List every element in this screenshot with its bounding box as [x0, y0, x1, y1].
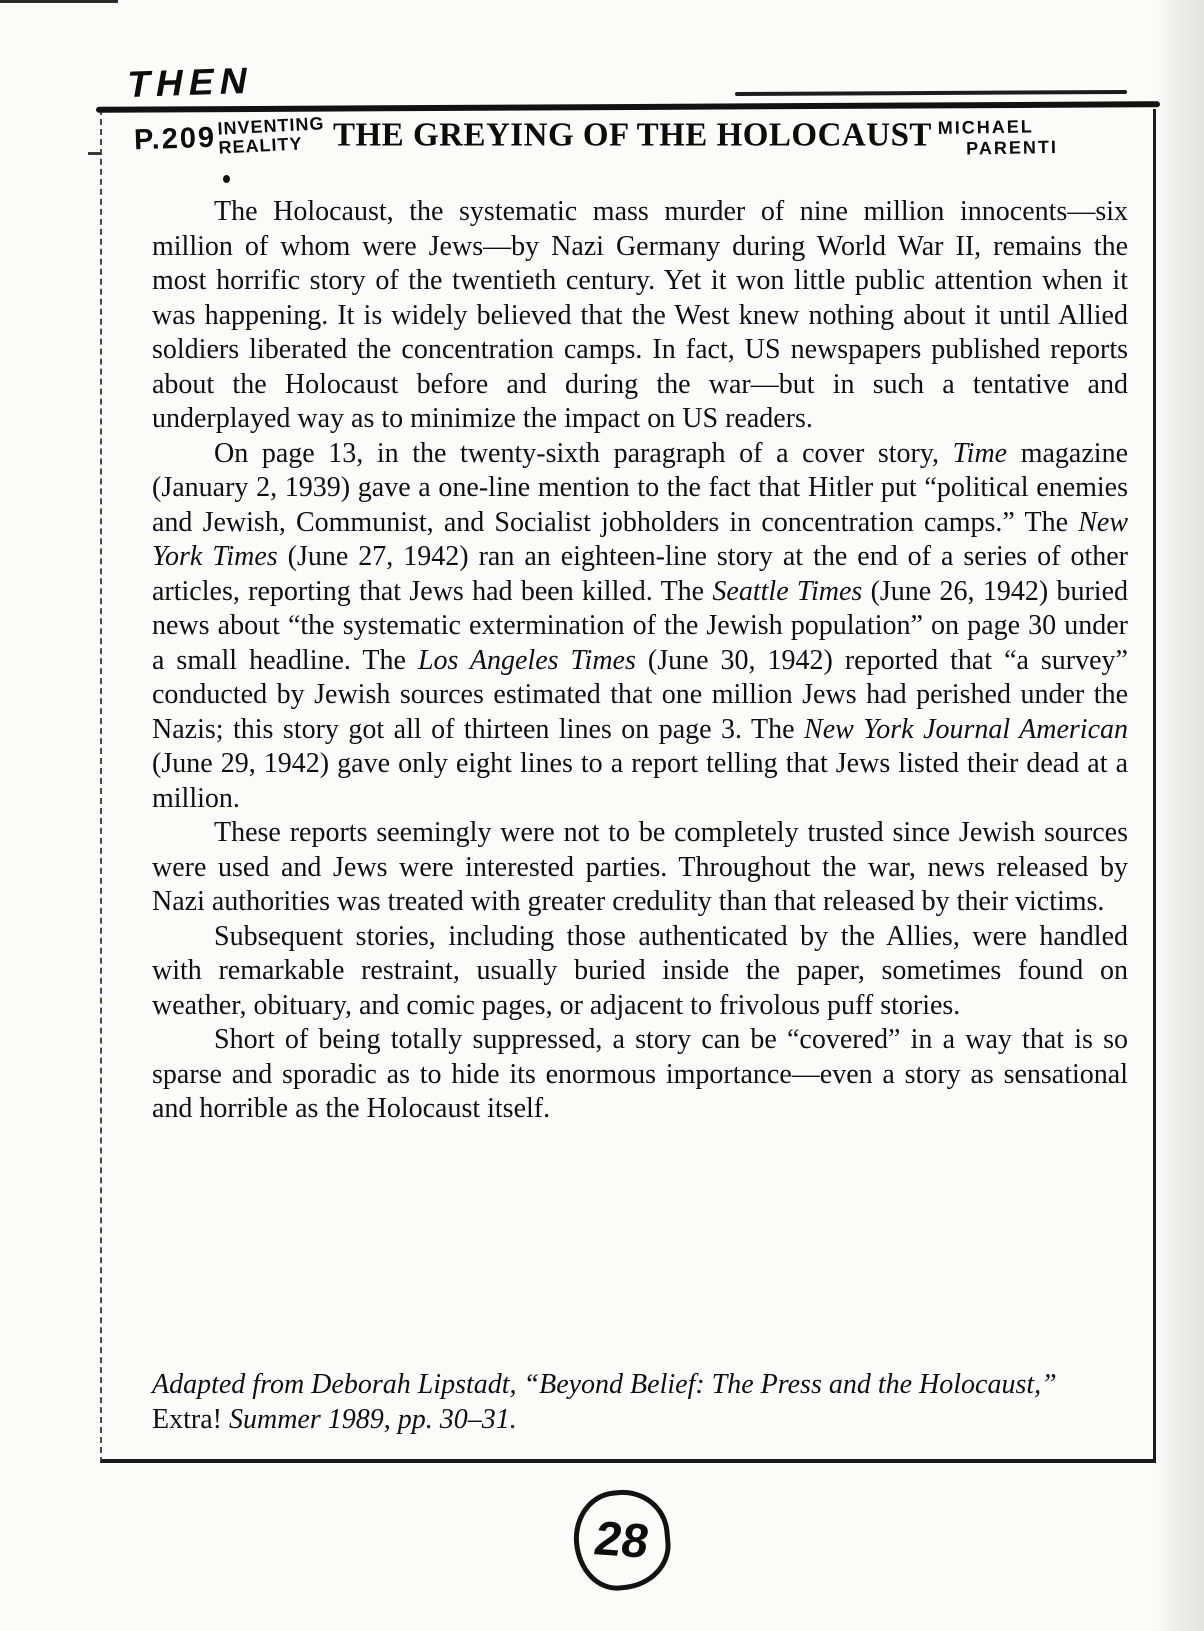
scan-artifact-line [0, 0, 118, 3]
handwritten-then-note: THEN [124, 59, 257, 106]
paragraph-3: These reports seemingly were not to be completely trusted since Jewish sources were used and Jews were interested parties. Throughout the war, news released by Nazi authorities was treated with greater credulity than that released by their victims. [152, 817, 1128, 917]
handwritten-author-note [938, 116, 1058, 160]
source-citation: Adapted from Deborah Lipstadt, “Beyond Belief: The Press and the Holocaust,” Extra! Summer 1989, pp. 30–31. [152, 1369, 1057, 1435]
margin-tick-mark [88, 152, 101, 155]
page-number: 28 [590, 1511, 654, 1569]
page-number-circle [570, 1486, 674, 1594]
scan-edge-shadow [1156, 0, 1204, 1631]
top-right-rule [735, 90, 1127, 96]
paragraph-2: On page 13, in the twenty-sixth paragraph of a cover story, Time magazine (January 2, 1939) gave a one-line mention to the fact that Hitler put “political enemies and Jewish, Communist, and Socialist jobholders in concentration camps.” The New York Times (June 27, 1942) ran an eighteen-line story at the end of a series of other articles, reporting that Jews had been killed. The Seattle Times (June 26, 1942) buried news about “the systematic extermination of the Jewish population” on page 30 under a small headline. The Los Angeles Times (June 30, 1942) reported that “a survey” conducted by Jewish sources estimated that one million Jews had perished under the Nazis; this story got all of thirteen lines on page 3. The New York Journal American (June 29, 1942) gave only eight lines to a report telling that Jews listed their dead at a million. [152, 437, 1129, 814]
handwritten-book-title-note [217, 114, 326, 158]
article-box [100, 109, 1156, 1463]
paragraph-5: Short of being totally suppressed, a story can be “covered” in a way that is so sparse and sporadic as to hide its enormous importance—even a story as sensational and horrible as the Holocaust itself. [152, 1024, 1128, 1124]
author-note-line-1: MICHAEL [937, 116, 1034, 139]
pen-dot-mark [223, 175, 230, 183]
article-title: THE GREYING OF THE HOLOCAUST [333, 116, 932, 154]
book-note-line-2: REALITY [218, 133, 303, 158]
paragraph-4: Subsequent stories, including those authenticated by the Allies, were handled with remarkable restraint, usually buried inside the paper, sometimes found on weather, obituary, and comic pages, or adjacent to frivolous puff stories. [152, 920, 1128, 1021]
handwritten-page-ref: P.209 [133, 121, 217, 157]
author-note-line-2: PARENTI [966, 136, 1059, 159]
box-top-border [96, 101, 1160, 113]
paragraph-1: The Holocaust, the systematic mass murder of nine million innocents—six million of whom were Jews—by Nazi Germany during World War II, remains the most horrific story of the twentieth century. Yet it won little public attention when it was happening. It is widely believed that the West knew nothing about it until Allied soldiers liberated the concentration camps. In fact, US newspapers published reports about the Holocaust before and during the war—but in such a tentative and underplayed way as to minimize the impact on US readers. [152, 196, 1128, 434]
article-body [152, 195, 1128, 1127]
book-note-line-1: INVENTING [217, 113, 325, 139]
